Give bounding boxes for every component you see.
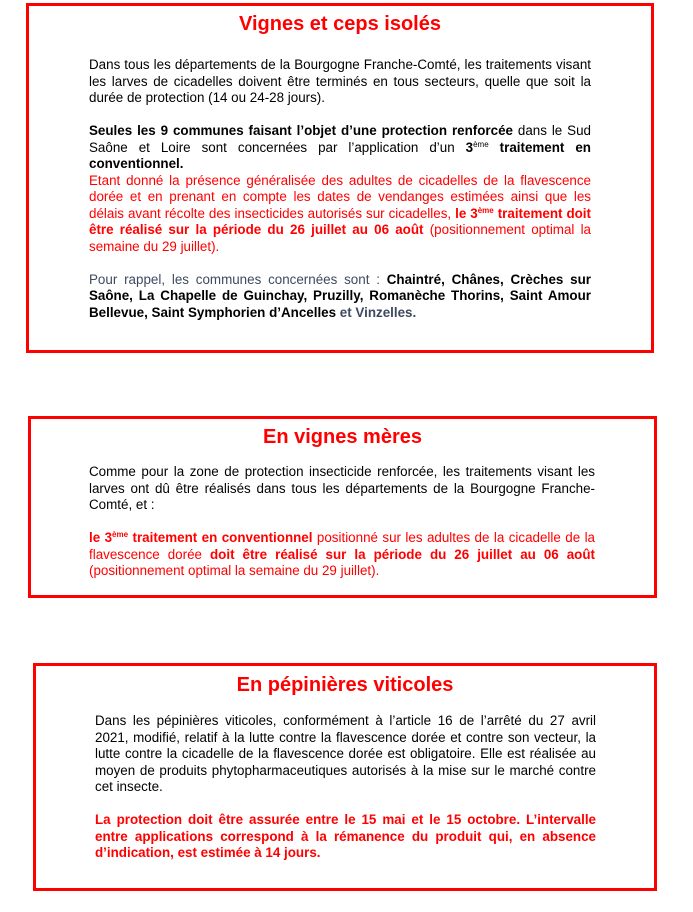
bold-red-text: doit être réalisé sur la période du 26 juillet au 06 août xyxy=(209,546,595,562)
normal-text: dans le Sud Saône et Loire sont concernées par l’application d’un xyxy=(89,123,591,155)
muted-text: Pour rappel, les communes concernées sont : xyxy=(89,271,387,287)
paragraph-intro: Dans les pépinières viticoles, conformément à l’article 16 de l’arrêté du 27 avril 2021, modifié, relatif à la lutte contre la flavescence dorée et contre son vecteur, la lutte contre la cicadelle de la flavescence dorée est obligatoire. Elle est réalisée au moyen de produits phytopharmaceutiques autorisés à la mise sur le marché contre cet insecte. xyxy=(95,713,596,794)
bold-red-text: le 3 xyxy=(455,205,478,221)
paragraph-alert xyxy=(89,173,591,256)
bold-red-text: le 3 xyxy=(89,530,113,545)
bold-text: traitement en conventionnel. xyxy=(89,139,591,171)
section-title: En pépinières viticoles xyxy=(236,674,454,696)
section-body xyxy=(89,464,595,580)
paragraph-alert xyxy=(89,530,595,580)
paragraph-intro: Comme pour la zone de protection insecticide renforcée, les traitements visant les larves ont dû être réalisés dans tous les départements de la Bourgogne Franche-Comté, et : xyxy=(89,464,595,512)
red-text: (positionnement optimal la semaine du 29 juillet). xyxy=(89,563,380,578)
red-text: Etant donné la présence généralisée des adultes de cicadelles de la flavescence dorée et en prenant en compte les dates de vendanges estimées ainsi que les délais avant récolte des insecticides autorisés sur cicadelles, xyxy=(89,172,591,221)
muted-bold-text: et Vinzelles. xyxy=(336,304,417,320)
superscript: ème xyxy=(473,139,489,149)
section-pepinieres xyxy=(33,663,657,891)
paragraph-intro: Dans tous les départements de la Bourgogne Franche-Comté, les traitements visant les larves de cicadelles doivent être terminés en tous secteurs, quelle que soit la durée de protection (14 ou 24-28 jours). xyxy=(89,57,591,105)
bold-text: Chaintré, Chânes, Crèches sur Saône, La Chapelle de Guinchay, Pruzilly, Romanèche Thorins, Saint Amour Bellevue, Saint Symphorien d’Ancelles xyxy=(89,271,591,320)
superscript: ème xyxy=(112,530,129,539)
bold-red-text: La protection doit être assurée entre le 15 mai et le 15 octobre. L’intervalle entre applications correspond à la rémanence du produit qui, en absence d’indication, est estimée à 14 jours. xyxy=(95,812,596,860)
superscript: ème xyxy=(477,205,494,215)
section-title: Vignes et ceps isolés xyxy=(239,13,441,35)
paragraph-rappel xyxy=(89,272,591,322)
red-text: positionné sur les adultes de la cicadelle de la flavescence dorée xyxy=(89,530,596,562)
paragraph-communes-renforcees xyxy=(89,123,591,173)
section-body xyxy=(89,57,591,321)
red-text: (positionnement optimal la semaine du 29 juillet). xyxy=(89,222,591,254)
section-vignes-ceps xyxy=(26,3,654,353)
bold-red-text: traitement en conventionnel xyxy=(128,530,313,545)
section-title: En vignes mères xyxy=(263,426,422,448)
bold-text: Seules les 9 communes faisant l’objet d’une protection renforcée xyxy=(89,123,513,138)
section-body xyxy=(95,713,596,862)
section-vignes-meres xyxy=(28,416,657,598)
bold-text: 3 xyxy=(465,139,474,155)
bold-red-text: traitement doit être réalisé sur la période du 26 juillet au 06 août xyxy=(89,205,591,237)
paragraph-alert xyxy=(95,812,596,862)
